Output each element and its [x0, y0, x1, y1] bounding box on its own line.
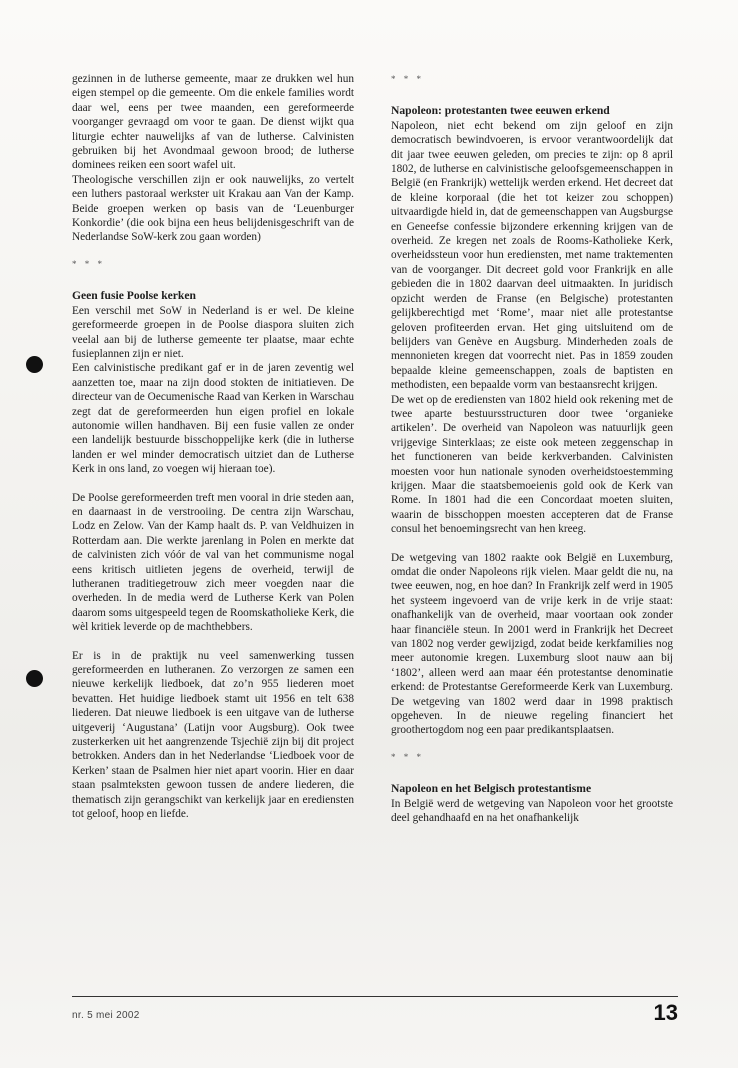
section-heading: Napoleon en het Belgisch protestantisme [391, 782, 592, 796]
paragraph: Theologische verschillen zijn er ook nauwelijks, zo vertelt een luthers pastoraal werkster uit Krakau aan Van der Kamp. Beide groepen werken op basis van de ‘Leuenburger Konkordie’ (die ook bijna een heus belijdenisgeschrift van de Nederlandse SoW-kerk zou gaan worden) [72, 173, 354, 244]
paragraph: Een verschil met SoW in Nederland is er wel. De kleine gereformeerde groepen in de Poolse diaspora sluiten zich veelal aan bij de lutherse gemeente ter plaatse, maar echte fusieplannen zijn er niet. [72, 304, 354, 360]
section-separator: * * * [391, 74, 424, 84]
paragraph: gezinnen in de lutherse gemeente, maar ze drukken wel hun eigen stempel op die gemeente. Om die enkele families wordt daar wel, eens per twee maanden, een gereformeerde voorganger gevraagd om voor te gaan. De dienst wijkt qua liturgie echter nauwelijks af van de lutherse. Calvinisten gebruiken bij het Avondmaal gewoon brood; de lutherse dominees reiken een soort wafel uit. [72, 73, 354, 172]
binder-hole-bottom [26, 670, 43, 687]
left-column [72, 72, 354, 822]
section-separator: * * * [391, 751, 424, 762]
paragraph: Er is in de praktijk nu veel samenwerking tussen gereformeerden en lutheranen. Zo verzorgen ze samen een nieuwe kerkelijk liedboek, dat zo’n 955 liederen moet bevatten. Het huidige liedboek stamt uit 1956 en telt 638 liederen. Dat nieuwe liedboek is een uitgave van de lutherse uitgeverij ‘Augustana’ (Latijn voor Augsburg). Ook twee zusterkerken uit het aangrenzende Tsjechië zijn bij dit project betrokken. Anders dan in het Nederlandse ‘Liedboek voor de Kerken’ staan de Psalmen hier niet apart voorin. Hier en daar staan psalmteksten gewoon tussen de andere liederen, die thematisch zijn gerangschikt van kerkelijk jaar en erediensten tot geloof, hoop en liefde. [72, 649, 354, 821]
paragraph: De wetgeving van 1802 raakte ook België en Luxemburg, omdat die onder Napoleons rijk vielen. Maar geldt die nu, na twee eeuwen, nog, en hoe dan? In Frankrijk zelf werd in 1905 het systeem ingevoerd van de vrije kerk in de vrije staat: onafhankelijk van de overheid, maar voortaan ook zonder haar financiële steun. In 2001 werd in Frankrijk het Decreet van 1802 nog verder gewijzigd, zodat beide kerkfamilies nog meer autonomie kregen. Luxemburg sloot nauw aan bij ‘1802’, alleen werd aan maar één protestantse denominatie erkend: de Protestantse Gereformeerde Kerk van Luxemburg. De wetgeving van 1802 werd daar in 1998 praktisch opgeheven. In de nieuwe regeling financiert het groothertogdom nog een paar predikantsplaatsen. [391, 551, 673, 737]
section-heading: Napoleon: protestanten twee eeuwen erkend [391, 104, 610, 118]
page-number: 13 [653, 1000, 678, 1025]
paragraph: Napoleon, niet echt bekend om zijn geloof en zijn democratisch bewindvoeren, is ervoor verantwoordelijk dat dit jaar twee eeuwen geleden, om precies te zijn: op 8 april 1802, de lutherse en calvinistische geloofsgemeenschappen in België (en Frankrijk) wettelijk werden erkend. Het decreet dat de kleine korporaal (die het tot keizer zou schoppen) uitvaardigde hield in, dat de gemeenschappen van Augsburgse en Geneefse confessie bijzondere erkenning krijgen van de overheid. Ze kregen net zoals de Rooms-Katholieke Kerk, overheidssteun voor hun erediensten, met name traktementen van de voorganger. Dit decreet gold voor Frankrijk en alle gebieden die in 1802 daarvan deel uitmaakten. In juridisch opzicht werden de Franse (en Belgische) protestanten gelijkberechtigd met ‘Rome’, maar niet alle protestantse geloven profiteerden ervan. Het ging uitsluitend om de belijders van Genève en Augsburg. Minderheden zoals de mennonieten kregen dat voorrecht niet. Pas in 1859 zouden bepaalde kleine gemeenschappen, zoals de baptisten en methodisten, een bepaalde vorm van bestaansrecht krijgen. [391, 119, 673, 392]
footer-rule [72, 996, 678, 997]
paragraph: De Poolse gereformeerden treft men vooral in drie steden aan, en daarnaast in de verstrooiing. De centra zijn Warschau, Lodz en Zelow. Van der Kamp haalt ds. P. van Veldhuizen in Rotterdam aan. Die werkte jarenlang in Polen en merkte dat de calvinisten zich vóór de val van het communisme nogal eens kritisch uitlieten jegens de overheid, terwijl de lutheranen traditiegetrouw zich meer voegden naar die overheden. In de media werd de Lutherse Kerk van Polen daarom soms uitgespeeld tegen de Roomskatholieke Kerk, die wèl kritiek leverde op de machthebbers. [72, 491, 354, 634]
paragraph: Een calvinistische predikant gaf er in de jaren zeventig wel aanzetten toe, maar na zijn dood stokten de initiatieven. De directeur van de Oecumenische Raad van Kerken in Warschau zegt dat de gereformeerden hun eigen profiel en lokale autonomie willen handhaven. Bij een fusie vallen ze onder een landelijk bestuurde bisschoppelijke kerk (die in lutherse landen er wel minder democratisch uitziet dan de Lutherse Kerk in ons land, zo voegen wij hieraan toe). [72, 362, 354, 476]
right-column [391, 72, 673, 826]
paragraph: In België werd de wetgeving van Napoleon voor het grootste deel gehandhaafd en na het onafhankelijk [391, 797, 673, 825]
binder-hole-top [26, 356, 43, 373]
section-separator: * * * [72, 258, 105, 269]
section-heading: Geen fusie Poolse kerken [72, 289, 196, 303]
issue-label: nr. 5 mei 2002 [72, 1010, 140, 1021]
paragraph: De wet op de erediensten van 1802 hield ook rekening met de twee aparte bestuursstructuren door twee ‘organieke artikelen’. De overheid van Napoleon was natuurlijk geen vrijgevige Sinterklaas; ze eiste ook meteen zeggenschap in het functioneren van beide kerkverbanden. Calvinisten moesten voor hun nationale synoden overheidstoestemming krijgen. Maar die staatsbemoeienis gold ook de Kerk van Rome. In 1801 had die een Concordaat moeten sluiten, waarin de bisschoppen moesten accepteren dat de Franse consul het benoemingsrecht van hen kreeg. [391, 393, 673, 536]
